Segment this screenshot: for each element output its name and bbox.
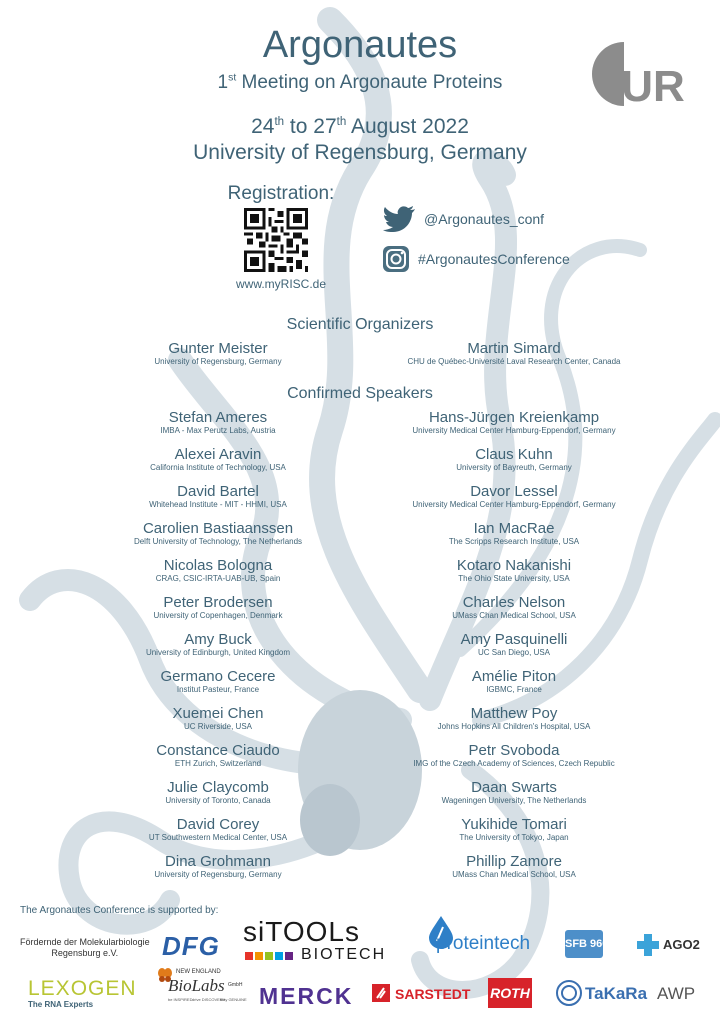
speaker-affiliation: University Medical Center Hamburg-Eppendorf, Germany — [412, 426, 616, 435]
takara-emblem-icon — [556, 980, 582, 1006]
roth-logo: ROTH — [488, 978, 532, 1008]
foerderer-line-1: Fördernde der Molekularbiologie — [20, 937, 150, 947]
lexogen-tagline: The RNA Experts — [28, 1000, 94, 1009]
speaker-name: Davor Lessel — [470, 483, 558, 500]
registration-link[interactable]: www.myRISC.de — [235, 277, 327, 291]
speaker-affiliation: IMG of the Czech Academy of Sciences, Czech Republic — [413, 759, 615, 768]
sitools-color-bars — [245, 952, 297, 960]
speaker-affiliation: UMass Chan Medical School, USA — [452, 611, 576, 620]
speaker-affiliation: Johns Hopkins All Children's Hospital, USA — [437, 722, 591, 731]
speaker-name: Amy Buck — [184, 631, 252, 648]
speaker-affiliation: UMass Chan Medical School, USA — [452, 870, 576, 879]
speaker-entry — [68, 779, 368, 806]
organizer-entry — [364, 340, 664, 367]
speaker-name: Daan Swarts — [471, 779, 557, 796]
dfg-logo: DFG — [162, 931, 220, 961]
speaker-entry — [68, 557, 368, 584]
speaker-name: Claus Kuhn — [475, 446, 553, 463]
registration-label: Registration: — [227, 183, 335, 204]
speaker-affiliation: UC San Diego, USA — [477, 648, 551, 657]
university-regensburg-logo — [589, 37, 689, 107]
speaker-affiliation: California Institute of Technology, USA — [150, 463, 286, 472]
sfb-logo: SFB 960 — [565, 930, 603, 958]
speaker-name: Kotaro Nakanishi — [456, 557, 572, 574]
speaker-name: Constance Ciaudo — [156, 742, 280, 759]
speaker-name: Amélie Piton — [471, 668, 557, 685]
sitools-name: siTOOLs — [243, 916, 360, 947]
speaker-affiliation: The University of Tokyo, Japan — [459, 833, 569, 842]
speaker-name: Julie Claycomb — [167, 779, 269, 796]
subtitle-ordinal: st — [228, 72, 237, 84]
date-start-ordinal: th — [274, 116, 285, 128]
speakers-heading: Confirmed Speakers — [287, 385, 433, 402]
neb-tagline-3: stay GENUINE — [220, 997, 247, 1002]
speaker-affiliation: The Ohio State University, USA — [458, 574, 570, 583]
registration-qr-code[interactable] — [244, 208, 308, 272]
speaker-entry — [364, 742, 664, 769]
speaker-entry — [364, 483, 664, 510]
meeting-dates — [0, 115, 720, 139]
speaker-name: David Corey — [176, 816, 260, 833]
speaker-affiliation: University of Toronto, Canada — [165, 796, 271, 805]
speaker-name: Hans-Jürgen Kreienkamp — [428, 409, 600, 426]
speaker-name: Nicolas Bologna — [163, 557, 273, 574]
proteintech-logo: proteintech — [436, 933, 531, 954]
speaker-affiliation: Wageningen University, The Netherlands — [441, 796, 587, 805]
twitter-handle-row[interactable] — [382, 205, 544, 233]
speaker-name: Stefan Ameres — [168, 409, 268, 426]
neb-tagline-1: be INSPIRED — [168, 997, 193, 1002]
neb-top: NEW ENGLAND — [176, 969, 221, 975]
date-start: 24 — [251, 115, 275, 138]
speaker-affiliation: University Medical Center Hamburg-Eppendorf, Germany — [412, 500, 616, 509]
speaker-entry — [68, 705, 368, 732]
ur-logo-text: UR — [621, 62, 685, 107]
speaker-affiliation: The Scripps Research Institute, USA — [448, 537, 580, 546]
twitter-icon — [382, 206, 416, 232]
speaker-entry — [364, 631, 664, 658]
speaker-name: Yukihide Tomari — [461, 816, 567, 833]
speaker-entry — [364, 779, 664, 806]
lexogen-logo — [28, 978, 137, 1010]
speaker-affiliation: University of Copenhagen, Denmark — [153, 611, 283, 620]
speaker-entry — [68, 483, 368, 510]
speaker-entry — [68, 853, 368, 880]
foerderer-line-2: Regensburg e.V. — [51, 948, 119, 958]
speaker-entry — [68, 742, 368, 769]
speaker-name: Amy Pasquinelli — [460, 631, 568, 648]
speaker-name: Phillip Zamore — [466, 853, 562, 870]
speaker-entry — [364, 853, 664, 880]
speaker-affiliation: University of Bayreuth, Germany — [456, 463, 572, 472]
subtitle-number: 1 — [217, 72, 229, 93]
speaker-entry — [364, 446, 664, 473]
date-end-ordinal: th — [336, 116, 347, 128]
speaker-entry — [68, 446, 368, 473]
sitools-biotech: BIOTECH — [301, 946, 387, 963]
speaker-entry — [68, 631, 368, 658]
speaker-affiliation: UC Riverside, USA — [183, 722, 252, 731]
merck-logo: MERCK — [259, 983, 354, 1009]
speaker-name: Dina Grohmann — [165, 853, 271, 870]
instagram-handle: #ArgonautesConference — [418, 251, 570, 267]
takara-logo: TaKaRa — [585, 984, 648, 1003]
sarstedt-icon — [372, 984, 390, 1002]
instagram-handle-row[interactable] — [382, 245, 570, 273]
meeting-location: University of Regensburg, Germany — [193, 141, 527, 164]
person-affiliation: University of Regensburg, Germany — [154, 357, 282, 366]
speaker-affiliation: University of Regensburg, Germany — [154, 870, 282, 879]
neb-tagline-2: drive DISCOVERY — [192, 997, 226, 1002]
instagram-icon — [382, 245, 410, 273]
person-affiliation: CHU de Québec-Université Laval Research Center, Canada — [407, 357, 621, 366]
speaker-affiliation: IMBA - Max Perutz Labs, Austria — [160, 426, 276, 435]
speaker-entry — [364, 409, 664, 436]
speaker-entry — [68, 409, 368, 436]
speaker-name: Xuemei Chen — [172, 705, 264, 722]
speaker-entry — [364, 816, 664, 843]
person-name: Gunter Meister — [168, 340, 268, 357]
speaker-entry — [364, 557, 664, 584]
speaker-affiliation: CRAG, CSIC-IRTA-UAB-UB, Spain — [155, 574, 281, 583]
speaker-affiliation: ETH Zurich, Switzerland — [174, 759, 262, 768]
speaker-entry — [364, 594, 664, 621]
speaker-name: Alexei Aravin — [174, 446, 262, 463]
speaker-name: Germano Cecere — [160, 668, 276, 685]
date-mid: to 27 — [284, 115, 337, 138]
foerderer-logo — [20, 937, 150, 959]
speaker-name: Charles Nelson — [462, 594, 566, 611]
speaker-name: David Bartel — [177, 483, 259, 500]
speaker-affiliation: IGBMC, France — [486, 685, 542, 694]
speaker-entry — [364, 668, 664, 695]
neb-name: BioLabs — [168, 976, 225, 995]
sitools-logo — [243, 918, 398, 964]
awp-logo: AWP — [657, 984, 696, 1003]
page-title: Argonautes — [262, 24, 458, 66]
speaker-entry — [364, 705, 664, 732]
sponsors-label: The Argonautes Conference is supported by: — [20, 905, 219, 916]
speaker-affiliation: UT Southwestern Medical Center, USA — [148, 833, 288, 842]
speaker-entry — [68, 668, 368, 695]
person-name: Martin Simard — [467, 340, 561, 357]
organizers-heading: Scientific Organizers — [286, 316, 434, 333]
subtitle-text: Meeting on Argonaute Proteins — [236, 72, 503, 93]
speaker-affiliation: University of Edinburgh, United Kingdom — [145, 648, 291, 657]
date-month-year: August 2022 — [346, 115, 469, 138]
speaker-name: Petr Svoboda — [468, 742, 560, 759]
lexogen-name: LEXOGEN — [28, 977, 137, 1000]
speaker-entry — [68, 594, 368, 621]
speaker-entry — [68, 816, 368, 843]
speaker-name: Matthew Poy — [470, 705, 558, 722]
ago2-cross-icon — [637, 934, 659, 956]
speaker-name: Carolien Bastiaanssen — [142, 520, 294, 537]
speaker-entry — [68, 520, 368, 547]
speaker-affiliation: Institut Pasteur, France — [176, 685, 260, 694]
speaker-affiliation: Whitehead Institute - MIT - HHMI, USA — [149, 500, 287, 509]
sarstedt-logo: SARSTEDT — [395, 986, 471, 1002]
organizer-entry — [68, 340, 368, 367]
neb-inc: GmbH — [228, 982, 243, 988]
speaker-affiliation: Delft University of Technology, The Netherlands — [133, 537, 303, 546]
twitter-handle: @Argonautes_conf — [424, 211, 545, 227]
speaker-name: Peter Brodersen — [163, 594, 273, 611]
speaker-entry — [364, 520, 664, 547]
ago2-logo: AGO2 — [663, 937, 700, 952]
speaker-name: Ian MacRae — [473, 520, 555, 537]
